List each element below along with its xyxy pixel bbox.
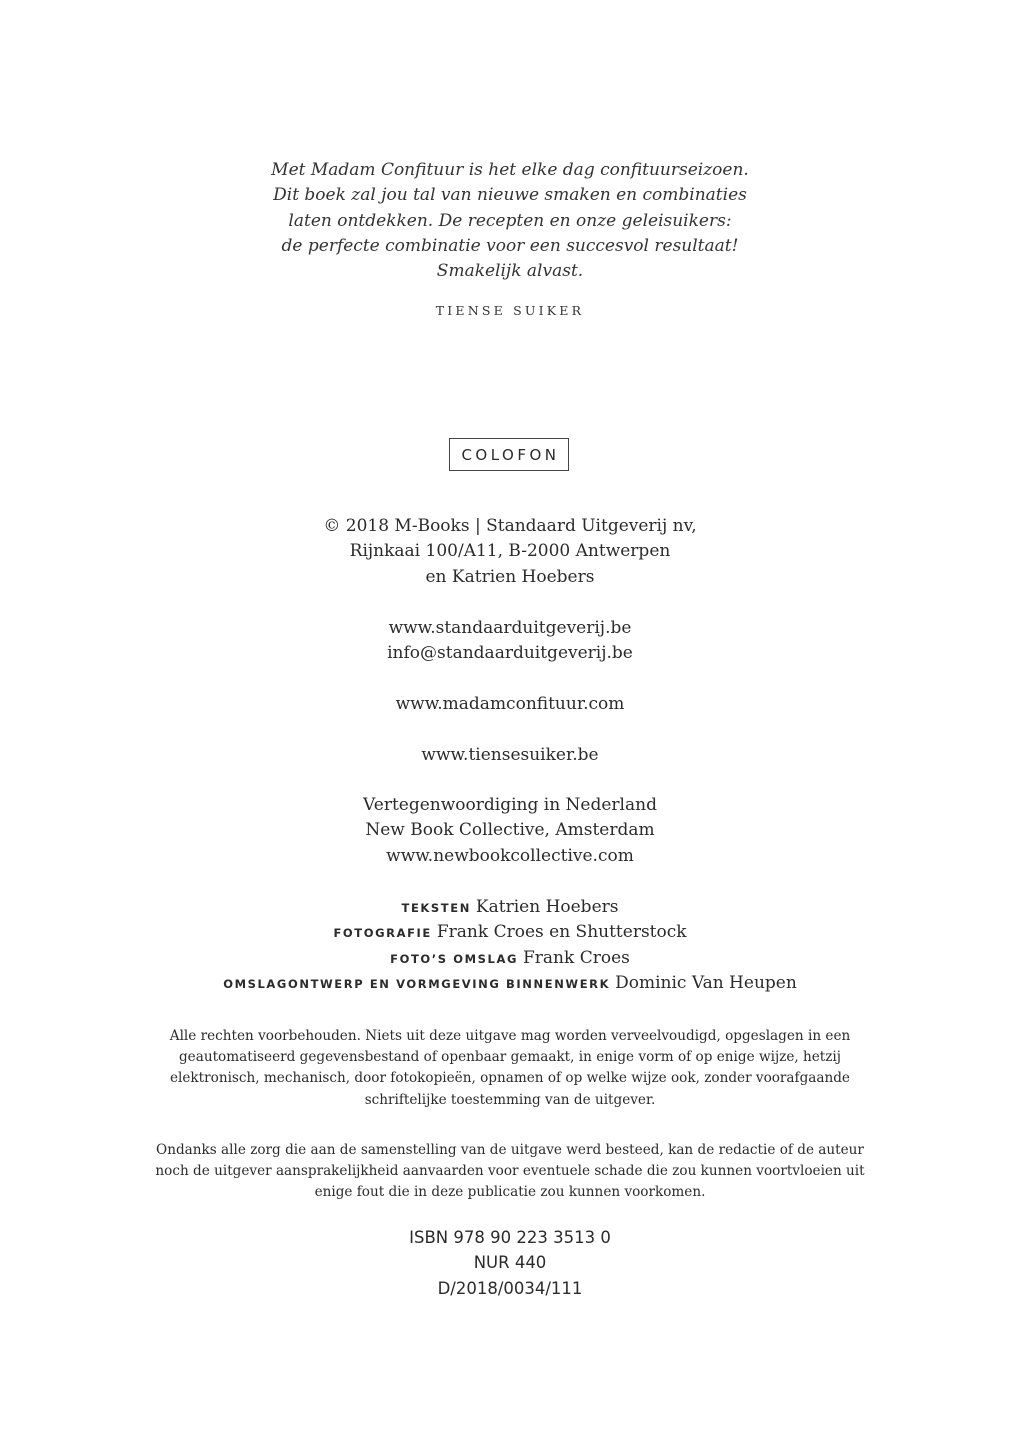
- credit-name: Dominic Van Heupen: [615, 973, 797, 994]
- book-identifiers: [0, 1225, 1020, 1301]
- credits-list: [0, 895, 1020, 997]
- credit-name: Frank Croes: [523, 947, 630, 968]
- standaard-contact: [0, 616, 1020, 667]
- madam-website-link[interactable]: www.madamconfituur.com: [395, 694, 625, 714]
- quote-line: laten ontdekken. De recepten en onze geleisuikers:: [288, 210, 732, 231]
- quote-signature: TIENSE SUIKER: [435, 303, 585, 318]
- rights-line: Alle rechten voorbehouden. Niets uit deze uitgave mag worden verveelvoudigd, opgeslagen in een: [169, 1028, 851, 1044]
- tiense-website-link[interactable]: www.tiensesuiker.be: [421, 745, 599, 765]
- standaard-email-link[interactable]: info@standaarduitgeverij.be: [387, 643, 633, 664]
- disclaimer-line: noch de uitgever aansprakelijkheid aanvaarden voor eventuele schade die zou kunnen voortvloeien uit: [155, 1163, 865, 1180]
- credit-role: FOTO’S OMSLAG: [390, 951, 518, 966]
- rights-line: schriftelijke toestemming van de uitgever.: [364, 1091, 656, 1108]
- quote-line: de perfecte combinatie voor een succesvol resultaat!: [281, 235, 739, 256]
- colofon-heading-box: [449, 438, 569, 471]
- colofon-heading: COLOFON: [461, 445, 560, 464]
- representation-website-link[interactable]: www.newbookcollective.com: [386, 845, 634, 866]
- quote-line: Smakelijk alvast.: [436, 261, 584, 282]
- credit-role: TEKSTEN: [401, 901, 471, 915]
- nur-code: NUR 440: [473, 1253, 547, 1273]
- credit-name: Frank Croes en Shutterstock: [436, 922, 687, 943]
- credit-role: OMSLAGONTWERP EN VORMGEVING BINNENWERK: [223, 977, 611, 992]
- rights-notice: [140, 1026, 880, 1111]
- representation-info: [0, 793, 1020, 869]
- credit-role: FOTOGRAFIE: [333, 926, 432, 941]
- publisher-line: Rijnkaai 100/A11, B-2000 Antwerpen: [349, 541, 671, 562]
- standaard-website-link[interactable]: www.standaarduitgeverij.be: [388, 618, 632, 638]
- intro-quote: [0, 158, 1020, 284]
- disclaimer-notice: [140, 1140, 880, 1204]
- publisher-line: © 2018 M-Books | Standaard Uitgeverij nv,: [323, 516, 697, 536]
- credit-name: Katrien Hoebers: [475, 897, 619, 917]
- publisher-line: en Katrien Hoebers: [425, 566, 595, 587]
- quote-line: Dit boek zal jou tal van nieuwe smaken en combinaties: [273, 185, 747, 206]
- credit-row: [0, 920, 1020, 945]
- representation-line: Vertegenwoordiging in Nederland: [363, 795, 657, 815]
- representation-line: New Book Collective, Amsterdam: [365, 820, 655, 841]
- publisher-info: [0, 514, 1020, 590]
- credit-row: [0, 946, 1020, 971]
- isbn-number: ISBN 978 90 223 3513 0: [409, 1228, 611, 1247]
- legal-deposit-number: D/2018/0034/111: [437, 1278, 583, 1298]
- quote-line: Met Madam Confituur is het elke dag confituurseizoen.: [271, 160, 749, 180]
- tiense-website: [0, 743, 1020, 768]
- credit-row: [0, 971, 1020, 996]
- rights-line: geautomatiseerd gegevensbestand of openbaar gemaakt, in enige vorm of op enige wijze, hetzij: [178, 1049, 841, 1066]
- disclaimer-line: enige fout die in deze publicatie zou kunnen voorkomen.: [314, 1184, 706, 1201]
- madam-website: [0, 692, 1020, 717]
- disclaimer-line: Ondanks alle zorg die aan de samenstelling van de uitgave werd besteed, kan de redactie of de auteur: [156, 1142, 864, 1158]
- credit-row: [0, 895, 1020, 920]
- rights-line: elektronisch, mechanisch, door fotokopieën, opnamen of op welke wijze ook, zonder voorafgaande: [170, 1070, 850, 1087]
